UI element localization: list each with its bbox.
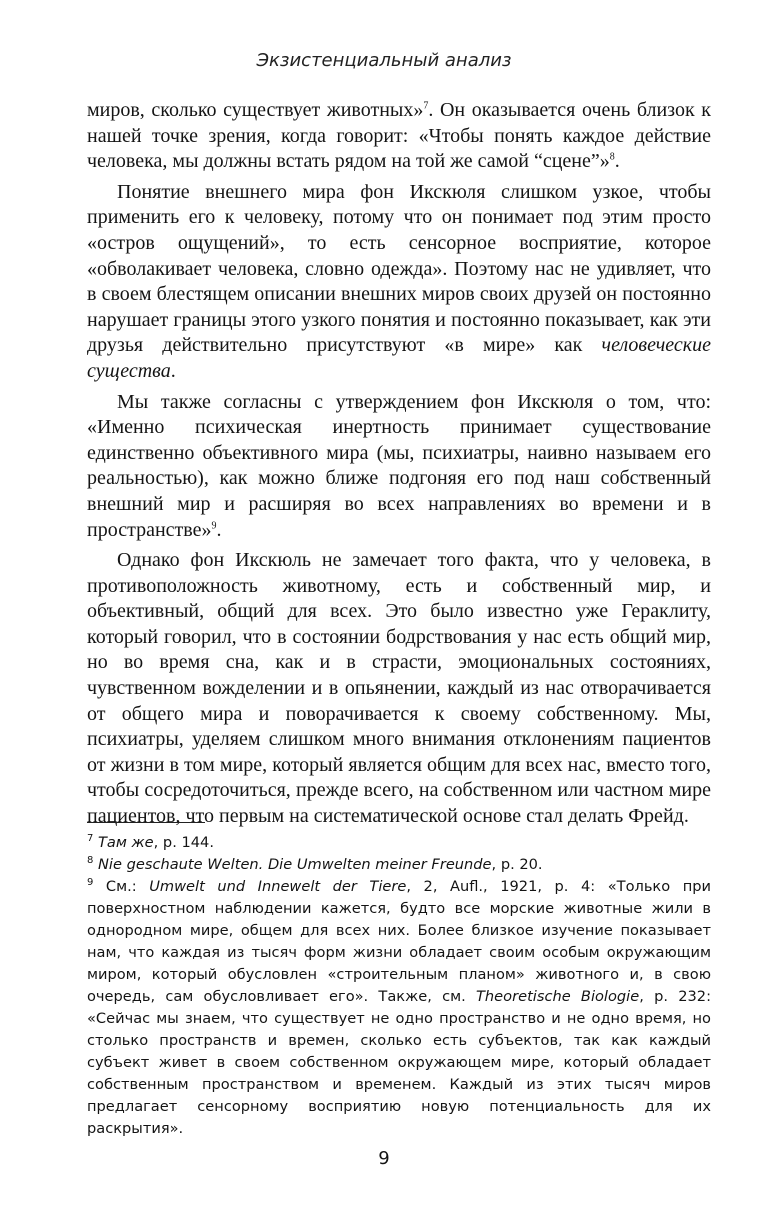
footnote-ref-8[interactable]: 8 xyxy=(609,151,615,163)
text-segment: . xyxy=(216,518,222,541)
footnote-divider xyxy=(87,822,205,823)
text-segment: Мы также согласны с утверждением фон Икскюля о том, что: «Именно психическая инертность принимает существование единственно объективного мира (мы, психиатры, наивно называем его реальностью), как можно ближе подгоняя его под наш собственный внешний мир и расширяя во всех направлениях во времени и в пространстве» xyxy=(87,390,711,541)
paragraph-4: Однако фон Икскюль не замечает того факта, что у человека, в противоположность животному, есть и собственный мир, и объективный, общий для всех. Это было известно уже Гераклиту, который говорил, что в состоянии бодрствования у нас есть общий мир, но во время сна, как и в страсти, эмоциональных состояниях, чувственном вожделении и в опьянении, каждый из нас отворачивается от общего мира и поворачивается к своему собственному. Мы, психиатры, уделяем слишком много внимания отклонениям пациентов от жизни в том мире, который является общим для всех нас, вместо того, чтобы сосредоточиться, прежде всего, на собственном или частном мире пациентов, что первым на систематической основе стал делать Фрейд. xyxy=(87,549,711,828)
footnote-mark: 7 xyxy=(87,833,94,845)
paragraph-2 xyxy=(87,180,711,385)
text-segment: миров, сколько существует животных» xyxy=(87,99,424,121)
text-segment: , p. 232: «Сейчас мы знаем, что существует не одно пространство и не одно время, но столько пространств и времен, сколько есть субъектов, так как каждый субъект живет в своем собственном окружающем мире, который обладает собственным пространством и временем. Каждый из этих тысяч миров предлагает сенсорному восприятию новую потенциальность для их раскрытия». xyxy=(87,988,711,1137)
text-segment: . xyxy=(170,359,176,382)
text-segment: , р. 144. xyxy=(153,834,214,851)
text-segment: , 2, Aufl., 1921, p. 4: «Только при поверхностном наблюдении кажется, будто все морские животные жили в однородном мире, общем для всех них. Более близкое изучение показывает нам, что каждая из тысяч форм жизни обладает своим особым окружающим миром, который обусловлен «строительным планом» животного и, в свою очередь, сам обусловливает его». Также, см. xyxy=(87,878,711,1005)
footnote-mark: 8 xyxy=(87,855,94,867)
text-segment: . Он оказывается очень близок к нашей точке зрения, когда говорит: «Чтобы понять каждое действие человека, мы должны встать рядом на той же самой “сцене”» xyxy=(87,99,712,173)
footnote-8 xyxy=(87,854,711,876)
footnote-mark: 9 xyxy=(87,877,94,889)
emphasis: Umwelt und Innewelt der Tiere xyxy=(149,878,407,895)
footnote-9 xyxy=(87,876,711,1140)
footnotes xyxy=(87,832,711,1140)
footnote-ref-7[interactable]: 7 xyxy=(423,100,429,112)
emphasis: Nie geschaute Welten. Die Umwelten meiner Freunde xyxy=(98,856,492,873)
footnote-ref-9[interactable]: 9 xyxy=(211,519,217,531)
paragraph-1 xyxy=(87,98,711,175)
main-text xyxy=(87,98,711,830)
emphasis: человеческие существа xyxy=(87,334,711,382)
paragraph-3 xyxy=(87,390,711,544)
emphasis: Там же xyxy=(98,834,154,851)
text-segment: , p. 20. xyxy=(491,856,543,873)
page-number: 9 xyxy=(378,1148,390,1169)
emphasis: Theoretische Biologie xyxy=(476,988,640,1005)
text-segment: См.: xyxy=(105,878,150,895)
footnote-7 xyxy=(87,832,711,854)
running-title: Экзистенциальный анализ xyxy=(256,50,512,71)
text-segment: . xyxy=(614,150,620,173)
text-segment: Понятие внешнего мира фон Икскюля слишком узкое, чтобы применить его к человеку, потому что он понимает под этим просто «остров ощущений», то есть сенсорное восприятие, которое «обволакивает человека, словно одежда». Поэтому нас не удивляет, что в своем блестящем описании внешних миров своих друзей он постоянно нарушает границы этого узкого понятия и постоянно показывает, как эти друзья действительно присутствуют «в мире» как xyxy=(87,180,711,357)
